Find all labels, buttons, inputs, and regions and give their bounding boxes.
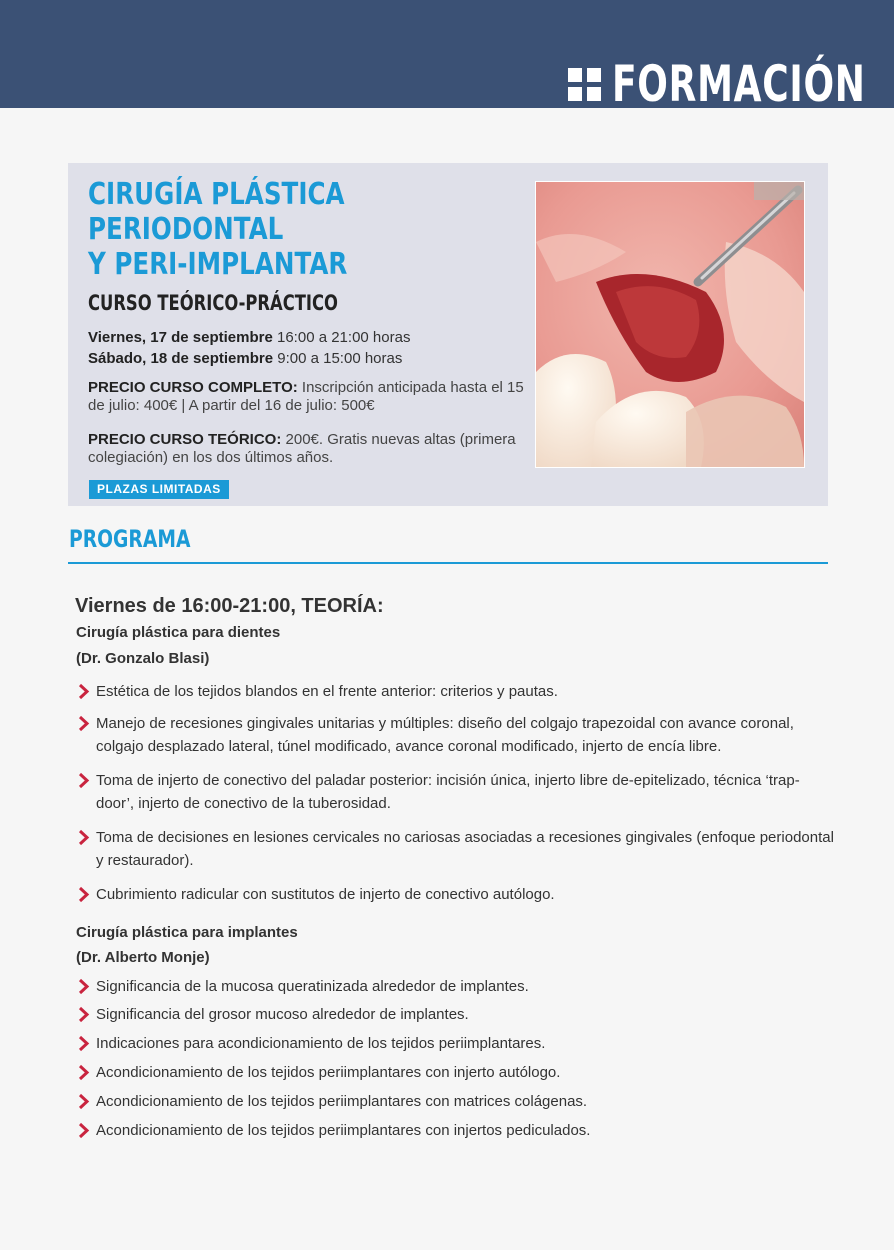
section-grid-icon xyxy=(568,68,602,102)
list-item xyxy=(76,1119,836,1142)
list-item xyxy=(76,1061,836,1084)
list-item xyxy=(76,1003,836,1026)
schedule-day: Sábado, 18 de septiembre xyxy=(88,350,274,367)
list-item-text: Indicaciones para acondicionamiento de los tejidos periimplantares. xyxy=(96,1035,546,1052)
chevron-right-icon xyxy=(76,1090,90,1113)
course-title xyxy=(88,177,432,282)
periodontal-surgery-photo xyxy=(535,181,805,468)
price-label: PRECIO CURSO COMPLETO: xyxy=(88,379,298,396)
chevron-right-icon xyxy=(76,1061,90,1084)
block-title: Cirugía plástica para dientes xyxy=(76,624,281,641)
chevron-right-icon xyxy=(76,1032,90,1055)
block-speaker: (Dr. Alberto Monje) xyxy=(76,949,210,966)
course-schedule xyxy=(88,327,538,369)
programa-divider xyxy=(68,562,828,564)
list-item xyxy=(76,975,836,998)
schedule-row xyxy=(88,327,538,348)
course-subtitle: CURSO TEÓRICO-PRÁCTICO xyxy=(88,291,338,315)
chevron-right-icon xyxy=(76,712,90,735)
section-title: FORMACIÓN xyxy=(612,55,866,113)
list-item-text: Acondicionamiento de los tejidos periimplantares con matrices colágenas. xyxy=(96,1093,588,1110)
course-title-line: Y PERI-IMPLANTAR xyxy=(88,247,348,282)
price-label: PRECIO CURSO TEÓRICO: xyxy=(88,431,282,448)
list-item-text: Significancia de la mucosa queratinizada alrededor de implantes. xyxy=(96,978,529,995)
price-theory-course xyxy=(88,431,528,467)
chevron-right-icon xyxy=(76,1119,90,1142)
schedule-hours: 9:00 a 15:00 horas xyxy=(277,350,403,367)
list-item-text: Significancia del grosor mucoso alrededor de implantes. xyxy=(96,1006,469,1023)
list-item xyxy=(76,826,836,872)
chevron-right-icon xyxy=(76,680,90,703)
schedule-day: Viernes, 17 de septiembre xyxy=(88,329,273,346)
schedule-hours: 16:00 a 21:00 horas xyxy=(277,329,411,346)
header-bar xyxy=(0,0,894,113)
list-item xyxy=(76,1032,836,1055)
block-title: Cirugía plástica para implantes xyxy=(76,924,298,941)
programa-heading: PROGRAMA xyxy=(69,525,191,553)
session-heading: Viernes de 16:00-21:00, TEORÍA: xyxy=(75,595,384,617)
price-text: 200€. Gratis nuevas altas (primera colegiación) en los dos últimos años. xyxy=(88,431,516,466)
price-full-course xyxy=(88,379,528,415)
course-title-line: CIRUGÍA PLÁSTICA xyxy=(88,177,345,212)
limited-places-badge: PLAZAS LIMITADAS xyxy=(89,480,229,499)
list-item xyxy=(76,1090,836,1113)
list-item-text: Cubrimiento radicular con sustitutos de injerto de conectivo autólogo. xyxy=(96,886,555,903)
list-item xyxy=(76,769,836,815)
list-item-text: Toma de decisiones en lesiones cervicales no cariosas asociadas a recesiones gingivales (enfoque periodontal y restaurador). xyxy=(96,829,834,869)
list-item xyxy=(76,712,836,758)
chevron-right-icon xyxy=(76,826,90,849)
chevron-right-icon xyxy=(76,1003,90,1026)
course-title-line: PERIODONTAL xyxy=(88,212,284,247)
list-item xyxy=(76,883,836,906)
block-speaker: (Dr. Gonzalo Blasi) xyxy=(76,650,210,667)
list-item xyxy=(76,680,836,703)
list-item-text: Acondicionamiento de los tejidos periimplantares con injertos pediculados. xyxy=(96,1122,591,1139)
chevron-right-icon xyxy=(76,883,90,906)
list-item-text: Estética de los tejidos blandos en el frente anterior: criterios y pautas. xyxy=(96,683,558,700)
course-info-box xyxy=(68,163,828,506)
chevron-right-icon xyxy=(76,975,90,998)
list-item-text: Manejo de recesiones gingivales unitarias y múltiples: diseño del colgajo trapezoidal con avance coronal, colgajo desplazado lateral, túnel modificado, avance coronal modificado, injerto de encía libre. xyxy=(96,715,794,755)
price-text: Inscripción anticipada hasta el 15 de julio: 400€ | A partir del 16 de julio: 500€ xyxy=(88,379,524,414)
list-item-text: Toma de injerto de conectivo del paladar posterior: incisión única, injerto libre de-epitelizado, técnica ‘trap-door’, injerto de conectivo de la tuberosidad. xyxy=(96,772,800,812)
chevron-right-icon xyxy=(76,769,90,792)
surgery-photo-illustration xyxy=(536,182,804,467)
list-item-text: Acondicionamiento de los tejidos periimplantares con injerto autólogo. xyxy=(96,1064,561,1081)
schedule-row xyxy=(88,348,538,369)
